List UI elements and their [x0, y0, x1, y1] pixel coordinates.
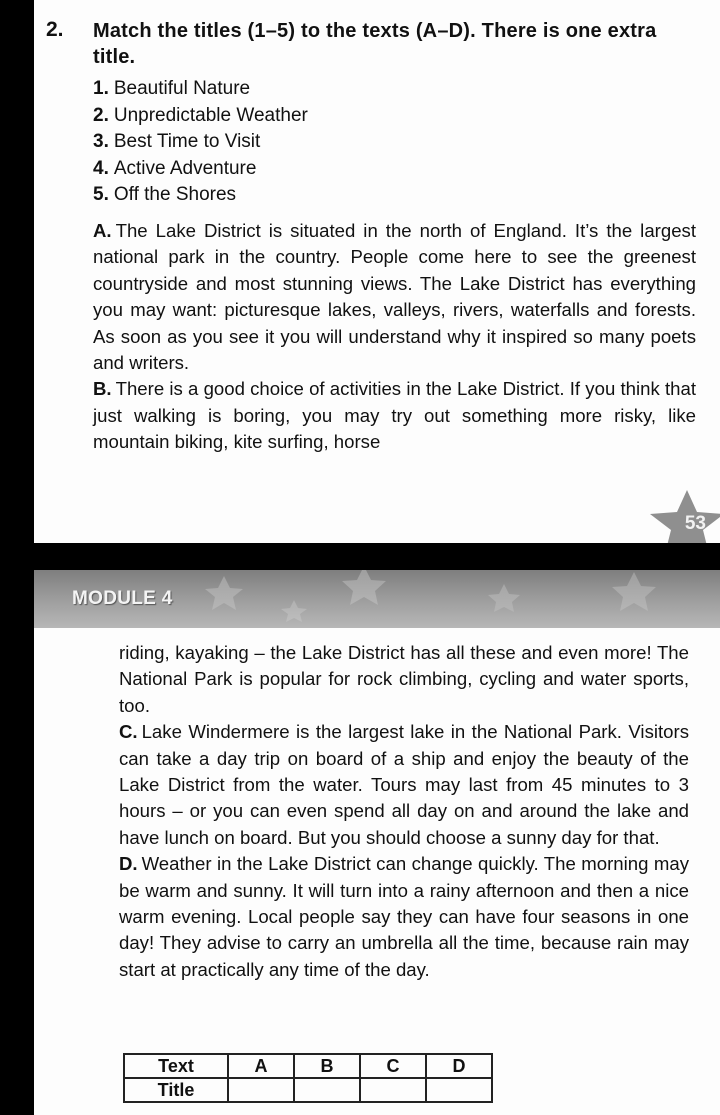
table-column-c: C — [360, 1054, 426, 1078]
text-a-letter: A. — [93, 220, 112, 241]
answer-cell-d[interactable] — [426, 1078, 492, 1102]
text-b-body-part1: There is a good choice of activities in the Lake District. If you think that just walking is boring, you may try out something more risky, like mountain biking, kite surfing, horse — [93, 378, 696, 453]
title-item — [93, 156, 308, 183]
title-label: Best Time to Visit — [113, 131, 261, 152]
module-label: MODULE 4 — [72, 588, 173, 609]
table-column-d: D — [426, 1054, 492, 1078]
title-item — [93, 182, 308, 209]
title-number: 4. — [93, 157, 109, 179]
page-number: 53 — [684, 513, 706, 534]
title-number: 3. — [93, 131, 109, 152]
exercise-number: 2. — [46, 18, 64, 41]
text-a — [93, 218, 696, 376]
title-label: Beautiful Nature — [113, 78, 251, 99]
top-texts — [93, 218, 696, 456]
table-column-a: A — [228, 1054, 294, 1078]
table-column-b: B — [294, 1054, 360, 1078]
text-d-letter: D. — [119, 853, 138, 875]
title-number: 1. — [93, 78, 109, 99]
table-header-title: Title — [124, 1078, 228, 1102]
answer-cell-c[interactable] — [360, 1078, 426, 1102]
title-number: 2. — [93, 104, 109, 126]
text-b-letter: B. — [93, 378, 112, 400]
table-row — [124, 1054, 492, 1078]
bottom-texts — [119, 640, 689, 983]
title-item — [93, 76, 308, 103]
title-label: Unpredictable Weather — [113, 104, 308, 126]
table-header-text: Text — [124, 1054, 228, 1078]
titles-list — [93, 76, 308, 209]
table-row — [124, 1078, 492, 1102]
text-b-part1 — [93, 376, 696, 455]
module-header — [34, 570, 720, 628]
text-a-body: The Lake District is situated in the north of England. It’s the largest national park in the country. People come here to see the greenest countryside and most stunning views. The Lake District has everything you may want: picturesque lakes, valleys, rivers, waterfalls and forests. As soon as you see it you will understand why it inspired so many poets and writers. — [93, 220, 696, 374]
title-item — [93, 129, 308, 156]
page-bottom — [34, 570, 720, 1115]
text-d-body: Weather in the Lake District can change quickly. The morning may be warm and sunny. It will turn into a rainy afternoon and then a nice warm evening. Local people say they can have four seasons in one day! They advise to carry an umbrella all the time, because rain may start at practically any time of the day. — [119, 853, 689, 980]
text-c-body: Lake Windermere is the largest lake in the National Park. Visitors can take a day trip on board of a ship and enjoy the beauty of the Lake District from the water. Tours may last from 45 minutes to 3 hours – or you can even spend all day on and around the lake and have lunch on board. But you should choose a sunny day for that. — [119, 721, 689, 848]
exercise-instruction: Match the titles (1–5) to the texts (A–D). There is one extra title. — [93, 20, 657, 68]
answer-cell-b[interactable] — [294, 1078, 360, 1102]
text-b-body-part2: riding, kayaking – the Lake District has all these and even more! The National Park is popular for rock climbing, cycling and water sports, too. — [119, 642, 689, 716]
title-label: Active Adventure — [113, 157, 257, 179]
text-d — [119, 851, 689, 983]
answer-cell-a[interactable] — [228, 1078, 294, 1102]
page-top — [34, 0, 720, 543]
title-number: 5. — [93, 184, 109, 205]
text-c — [119, 719, 689, 851]
answer-table — [123, 1053, 493, 1103]
text-b-part2 — [119, 640, 689, 719]
title-label: Off the Shores — [113, 184, 237, 205]
title-item — [93, 103, 308, 130]
text-c-letter: C. — [119, 721, 138, 743]
